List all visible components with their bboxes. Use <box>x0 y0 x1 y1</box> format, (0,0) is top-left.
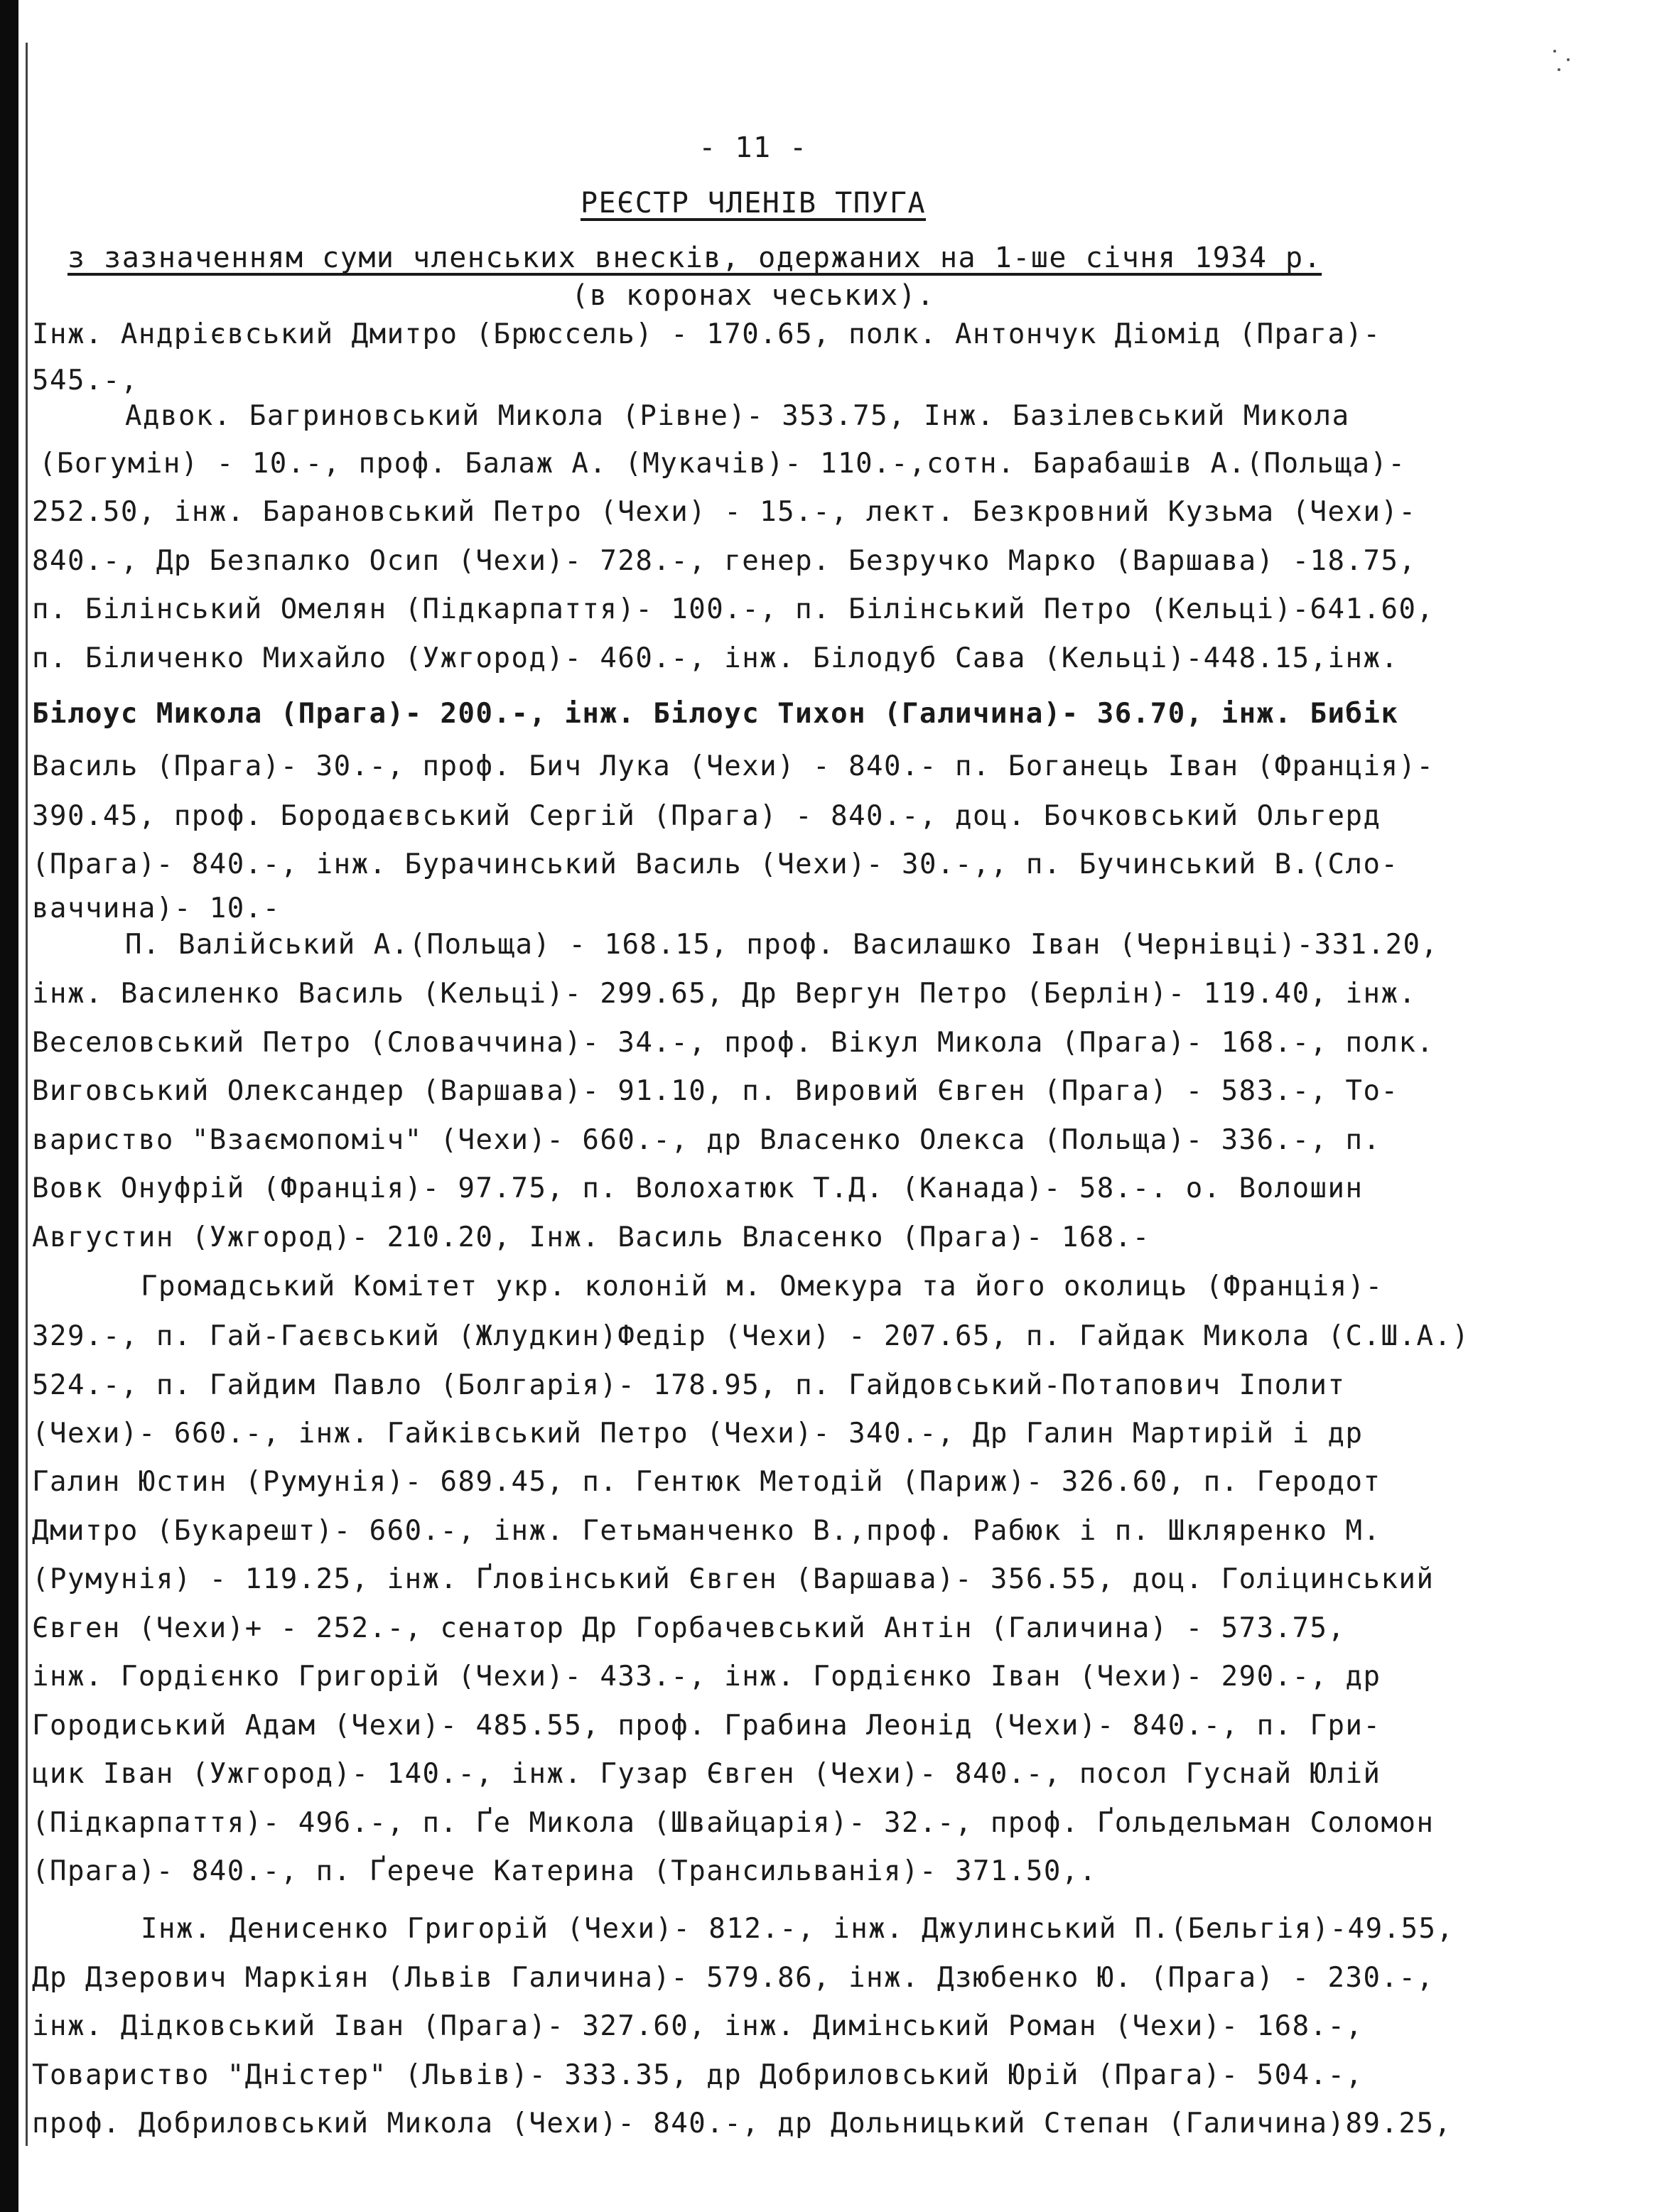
text-line: П. Валійський А.(Польща) - 168.15, проф. Василашко Іван (Чернівці)-331.20, <box>125 929 1439 961</box>
page-number: - 11 - <box>698 131 808 164</box>
text-line: інж. Дідковський Іван (Прага)- 327.60, інж. Димінський Роман (Чехи)- 168.-, <box>32 2010 1364 2042</box>
text-line: п. Білінський Омелян (Підкарпаття)- 100.-, п. Білінський Петро (Кельці)-641.60, <box>32 593 1435 625</box>
text-line: 252.50, інж. Барановський Петро (Чехи) - 15.-, лект. Безкровний Кузьма (Чехи)- <box>32 496 1417 528</box>
document-subtitle: з зазначенням суми членських внесків, одержаних на 1-ше січня 1934 р. <box>68 242 1322 274</box>
text-line: Товариство "Дністер" (Львів)- 333.35, др Добриловський Юрій (Прага)- 504.-, <box>32 2059 1364 2091</box>
scan-edge-line <box>26 43 28 2146</box>
text-line: Вовк Онуфрій (Франція)- 97.75, п. Волохатюк Т.Д. (Канада)- 58.-. о. Волошин <box>32 1172 1364 1204</box>
text-line: Білоус Микола (Прага)- 200.-, інж. Білоус Тихон (Галичина)- 36.70, інж. Бибік <box>32 698 1399 730</box>
text-line: Інж. Денисенко Григорій (Чехи)- 812.-, інж. Джулинський П.(Бельгія)-49.55, <box>141 1913 1455 1945</box>
text-line: 840.-, Др Безпалко Осип (Чехи)- 728.-, генер. Безручко Марко (Варшава) -18.75, <box>32 545 1417 577</box>
text-line: Адвок. Багриновський Микола (Рівне)- 353.75, Інж. Базілевський Микола <box>125 400 1350 432</box>
text-line: (Чехи)- 660.-, інж. Гайківський Петро (Чехи)- 340.-, Др Галин Мартирій і др <box>32 1418 1364 1450</box>
scan-speck <box>1553 50 1556 53</box>
text-line: вариство "Взаємопоміч" (Чехи)- 660.-, др Власенко Олекса (Польща)- 336.-, п. <box>32 1124 1381 1156</box>
text-line: 524.-, п. Гайдим Павло (Болгарія)- 178.95, п. Гайдовський-Потапович Іполит <box>32 1369 1346 1401</box>
scan-left-border <box>0 0 18 2212</box>
text-line: Августин (Ужгород)- 210.20, Інж. Василь Власенко (Прага)- 168.- <box>32 1221 1150 1253</box>
text-line: інж. Гордієнко Григорій (Чехи)- 433.-, інж. Гордієнко Іван (Чехи)- 290.-, др <box>32 1661 1381 1693</box>
text-line: (Підкарпаття)- 496.-, п. Ґе Микола (Швайцарія)- 32.-, проф. Ґольдельман Соломон <box>32 1807 1435 1839</box>
text-line: Дмитро (Букарешт)- 660.-, інж. Гетьманченко В.,проф. Рабюк і п. Шкляренко М. <box>32 1515 1381 1547</box>
text-line: проф. Добриловський Микола (Чехи)- 840.-, др Дольницький Степан (Галичина)89.25, <box>32 2108 1452 2140</box>
document-title: РЕЄСТР ЧЛЕНІВ ТПУГА <box>580 187 927 220</box>
text-line: 390.45, проф. Бородаєвський Сергій (Прага) - 840.-, доц. Бочковський Ольгерд <box>32 800 1381 832</box>
text-line: (Прага)- 840.-, п. Ґерече Катерина (Трансильванія)- 371.50,. <box>32 1855 1097 1887</box>
text-line: Виговський Олександер (Варшава)- 91.10, п. Вировий Євген (Прага) - 583.-, То- <box>32 1075 1399 1107</box>
text-line: Інж. Андрієвський Дмитро (Брюссель) - 170.65, полк. Антончук Діомід (Прага)- <box>32 318 1381 350</box>
scan-speck <box>1558 68 1560 71</box>
text-line: (Румунія) - 119.25, інж. Ґловінський Євген (Варшава)- 356.55, доц. Голіцинський <box>32 1563 1435 1595</box>
text-line: Городиський Адам (Чехи)- 485.55, проф. Грабина Леонід (Чехи)- 840.-, п. Гри- <box>32 1710 1381 1742</box>
text-line: Василь (Прага)- 30.-, проф. Бич Лука (Чехи) - 840.- п. Боганець Іван (Франція)- <box>32 750 1435 782</box>
text-line: Євген (Чехи)+ - 252.-, сенатор Др Горбачевський Антін (Галичина) - 573.75, <box>32 1612 1346 1644</box>
text-line: 545.-, <box>32 365 139 396</box>
text-line: (Богумін) - 10.-, проф. Балаж А. (Мукачів)- 110.-,сотн. Барабашів А.(Польща)- <box>39 448 1406 480</box>
scan-speck <box>1567 58 1570 61</box>
currency-note: (в коронах чеських). <box>571 279 935 312</box>
text-line: (Прага)- 840.-, інж. Бурачинський Василь (Чехи)- 30.-,, п. Бучинський В.(Сло- <box>32 848 1399 880</box>
text-line: Веселовський Петро (Словаччина)- 34.-, проф. Вікул Микола (Прага)- 168.-, полк. <box>32 1027 1435 1059</box>
text-line: 329.-, п. Гай-Гаєвський (Жлудкин)Федір (Чехи) - 207.65, п. Гайдак Микола (С.Ш.А.) <box>32 1320 1470 1352</box>
text-line: Галин Юстин (Румунія)- 689.45, п. Гентюк Методій (Париж)- 326.60, п. Геродот <box>32 1466 1381 1498</box>
text-line: п. Біличенко Михайло (Ужгород)- 460.-, інж. Білодуб Сава (Кельці)-448.15,інж. <box>32 642 1399 674</box>
text-line: Громадський Комітет укр. колоній м. Омекура та його околиць (Франція)- <box>141 1270 1383 1302</box>
text-line: Др Дзерович Маркіян (Львів Галичина)- 579.86, інж. Дзюбенко Ю. (Прага) - 230.-, <box>32 1962 1435 1994</box>
text-line: інж. Василенко Василь (Кельці)- 299.65, Др Вергун Петро (Берлін)- 119.40, інж. <box>32 978 1417 1010</box>
text-line: цик Іван (Ужгород)- 140.-, інж. Гузар Євген (Чехи)- 840.-, посол Гуснай Юлій <box>32 1758 1381 1790</box>
text-line: ваччина)- 10.- <box>32 892 281 924</box>
